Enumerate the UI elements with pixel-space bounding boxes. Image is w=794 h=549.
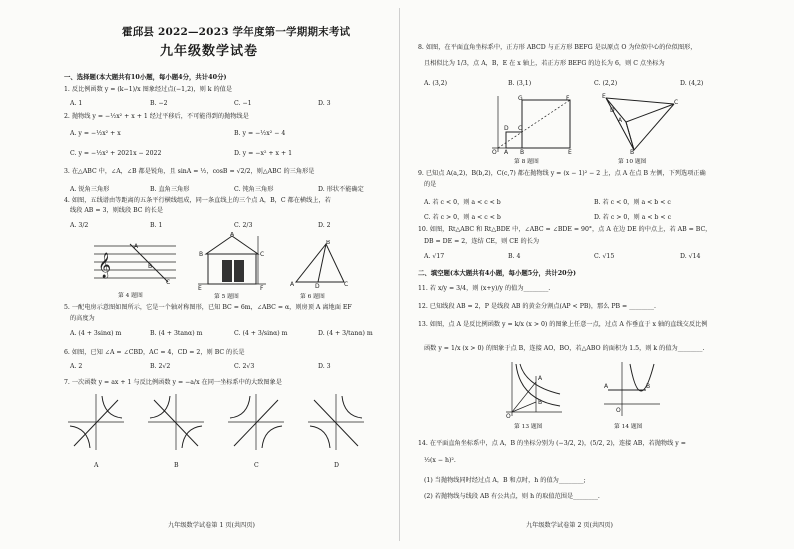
page-2-footer: 九年级数学试卷第 2 页(共四页) [526, 522, 613, 529]
section-1-heading: 一、选择题(本大题共有10小题，每小题4分，共计40分) [64, 73, 227, 81]
q8-option-d: D. (4,2) [680, 80, 704, 87]
q9-option-d: D. 若 c > 0，则 a < b < c [594, 214, 672, 221]
svg-text:A: A [618, 117, 623, 124]
svg-text:F: F [566, 95, 570, 102]
q9-option-c: C. 若 c > 0，则 a < c < b [424, 214, 501, 221]
question-5: 5. 一配电房示意图如图所示，它是一个轴对称图形，已知 BC = 6m，∠ABC = α，则房顶 A 离地面 EF [64, 304, 352, 311]
figure-10-triangles [600, 92, 680, 154]
svg-text:E: E [602, 93, 606, 100]
svg-text:C: C [344, 281, 349, 288]
question-10-cont: DB = DE = 2，连结 CE，则 CE 的长为 [424, 238, 540, 245]
q2-option-a: A. y = −½x² + x [70, 130, 121, 137]
figure-5-caption: 第 5 题图 [214, 294, 239, 300]
exam-title: 霍邱县 2022—2023 学年度第一学期期末考试 [122, 26, 351, 38]
svg-text:D: D [315, 283, 320, 288]
q7-graph-a [66, 392, 126, 452]
svg-text:G: G [518, 95, 523, 102]
question-12: 12. 已知线段 AB = 2，P 是线段 AB 的黄金分割点(AP < PB)，那么 PB = ________. [418, 303, 656, 310]
figure-8-caption: 第 8 题图 [514, 159, 539, 165]
question-14-cont: ½(x − h)². [424, 457, 456, 464]
svg-text:A: A [504, 149, 509, 154]
q7-label-a: A [94, 462, 99, 469]
svg-text:O: O [506, 413, 511, 418]
q10-option-b: B. 4 [508, 253, 521, 260]
svg-text:C: C [166, 279, 171, 286]
q6-option-c: C. 2√3 [234, 363, 255, 370]
q7-label-c: C [254, 462, 259, 469]
page-divider [399, 8, 400, 541]
svg-text:B: B [520, 149, 525, 154]
question-7: 7. 一次函数 y = ax + 1 与反比例函数 y = −a/x 在同一坐标系中的大致图象是 [64, 379, 282, 386]
q5-option-b: B. (4 + 3tanα) m [150, 330, 203, 337]
svg-text:A: A [134, 243, 139, 250]
svg-text:B: B [630, 149, 635, 154]
question-1: 1. 反比例函数 y = (k−1)/x 图象经过点(−1,2)，则 k 的值是 [64, 86, 233, 93]
q7-graph-c [226, 392, 286, 452]
svg-text:B: B [538, 399, 543, 406]
figure-13-hyperbolas [502, 360, 564, 418]
question-3: 3. 在△ABC 中，∠A，∠B 都是锐角，且 sinA = ½，cosB = √2/2，则△ABC 的三角形是 [64, 168, 315, 175]
question-14-part-1: (1) 当抛物线同时经过点 A，B 和点时，h 的值为________; [424, 477, 586, 484]
svg-text:C: C [518, 125, 523, 132]
question-5-cont: 的高度为 [70, 315, 95, 322]
q6-option-b: B. 2√2 [150, 363, 171, 370]
q1-option-d: D. 3 [318, 100, 331, 107]
exam-subtitle: 九年级数学试卷 [160, 44, 259, 59]
q8-option-a: A. (3,2) [424, 80, 448, 87]
page-2 [404, 0, 794, 549]
q10-option-a: A. √17 [424, 253, 445, 260]
question-6: 6. 如图，已知 ∠A = ∠CBD，AC = 4，CD = 2，则 BC 的长是 [64, 349, 245, 356]
figure-14-parabola [600, 360, 662, 418]
figure-14-caption: 第 14 题图 [614, 424, 643, 430]
q6-option-d: D. 3 [318, 363, 331, 370]
q9-option-a: A. 若 c < 0，则 a < c < b [424, 199, 501, 206]
q2-option-d: D. y = −x² + x + 1 [234, 150, 293, 157]
figure-4-staff [90, 238, 180, 286]
svg-text:E: E [568, 149, 572, 154]
figure-8-squares [490, 94, 572, 154]
svg-text:E: E [198, 285, 202, 290]
figure-6-caption: 第 6 题图 [300, 294, 325, 300]
svg-text:C: C [674, 99, 679, 106]
section-2-heading: 二、填空题(本大题共有4小题，每小题5分，共计20分) [418, 269, 577, 277]
svg-text:A: A [604, 383, 609, 390]
figure-13-caption: 第 13 题图 [514, 424, 543, 430]
q5-option-c: C. (4 + 3/sinα) m [234, 330, 288, 337]
q10-option-c: C. √15 [594, 253, 615, 260]
q1-option-a: A. 1 [70, 100, 83, 107]
question-14-part-2: (2) 若抛物线与线段 AB 有公共点，则 h 的取值范围是________. [424, 493, 600, 500]
question-14: 14. 在平面直角坐标系中，点 A，B 的坐标分别为 (−3/2, 2)，(5/2, 2)，连接 AB，若抛物线 y = [418, 440, 686, 447]
q7-label-b: B [174, 462, 179, 469]
q5-option-a: A. (4 + 3sinα) m [70, 330, 122, 337]
question-8: 8. 如图，在平面直角坐标系中，正方形 ABCD 与正方形 BEFG 是以原点 O 为位似中心的位似图形， [418, 44, 697, 51]
q6-option-a: A. 2 [70, 363, 83, 370]
question-9: 9. 已知点 A(a,2)，B(b,2)，C(c,7) 都在抛物线 y = (x − 1)² − 2 上，点 A 在点 B 左侧，下列选项正确 [418, 170, 706, 177]
svg-text:C: C [260, 251, 265, 258]
q7-graph-b [146, 392, 206, 452]
q4-option-a: A. 3/2 [70, 222, 89, 229]
svg-text:D: D [610, 107, 615, 114]
q1-option-c: C. −1 [234, 100, 252, 107]
svg-text:A: A [230, 232, 235, 238]
svg-text:B: B [199, 251, 204, 258]
q4-option-d: D. 2 [318, 222, 331, 229]
q8-option-c: C. (2,2) [594, 80, 618, 87]
q3-option-b: B. 直角三角形 [150, 186, 190, 193]
svg-text:B: B [148, 263, 153, 270]
q8-option-b: B. (3,1) [508, 80, 532, 87]
question-2: 2. 抛物线 y = −½x² + x + 1 经过平移后，不可能得到的抛物线是 [64, 113, 249, 120]
question-13: 13. 如图，点 A 是反比例函数 y = k/x (x > 0) 的图象上任意一点，过点 A 作垂直于 x 轴的直线交反比例 [418, 321, 708, 328]
svg-text:A: A [538, 375, 543, 382]
q7-graph-d [306, 392, 366, 452]
question-9-cont: 的是 [424, 181, 437, 188]
svg-text:B: B [646, 383, 651, 390]
q10-option-d: D. √14 [680, 253, 701, 260]
question-11: 11. 若 x/y = 3/4，则 (x+y)/y 的值为________. [418, 285, 551, 292]
q7-label-d: D [334, 462, 339, 469]
q3-option-c: C. 钝角三角形 [234, 186, 274, 193]
question-4: 4. 如图，五线谱由等距离的五条平行横线组成，同一条直线上的三个点 A，B，C 都在横线上，若 [64, 197, 331, 204]
question-13-cont: 函数 y = 1/x (x > 0) 的图象于点 B，连接 AO，BO，若△ABO 的面积为 1.5，则 k 的值为________. [424, 345, 705, 352]
figure-10-caption: 第 10 题图 [618, 159, 647, 165]
svg-text:F: F [260, 285, 264, 290]
question-8-cont: 且相似比为 1/3，点 A，B，E 在 x 轴上，若正方形 BEFG 的边长为 6，则 C 点坐标为 [424, 60, 665, 67]
svg-text:𝄞: 𝄞 [98, 253, 112, 278]
q4-option-b: B. 1 [150, 222, 163, 229]
page-1-footer: 九年级数学试卷第 1 页(共四页) [168, 522, 255, 529]
q3-option-d: D. 形状不能确定 [318, 186, 364, 193]
question-10: 10. 如图，Rt△ABC 和 Rt△BDE 中，∠ABC = ∠BDE = 90°，点 A 在边 DE 的中点上，若 AB = BC， [418, 226, 712, 233]
q2-option-c: C. y = −½x² + 2021x − 2022 [70, 150, 162, 157]
q9-option-b: B. 若 c < 0，则 a < b < c [594, 199, 671, 206]
svg-text:B: B [326, 240, 331, 246]
q2-option-b: B. y = −½x² − 4 [234, 130, 286, 137]
svg-text:A: A [290, 281, 295, 288]
svg-text:O: O [616, 407, 621, 414]
q5-option-d: D. (4 + 3/tanα) m [318, 330, 373, 337]
svg-text:O: O [492, 149, 497, 154]
question-4-cont: 线段 AB = 3，则线段 BC 的长是 [70, 207, 164, 214]
svg-text:D: D [504, 125, 509, 132]
q4-option-c: C. 2/3 [234, 222, 253, 229]
q3-option-a: A. 锐角三角形 [70, 186, 110, 193]
figure-5-house [196, 232, 268, 290]
figure-6-triangle [290, 240, 350, 288]
q1-option-b: B. −2 [150, 100, 168, 107]
figure-4-caption: 第 4 题图 [118, 293, 143, 299]
